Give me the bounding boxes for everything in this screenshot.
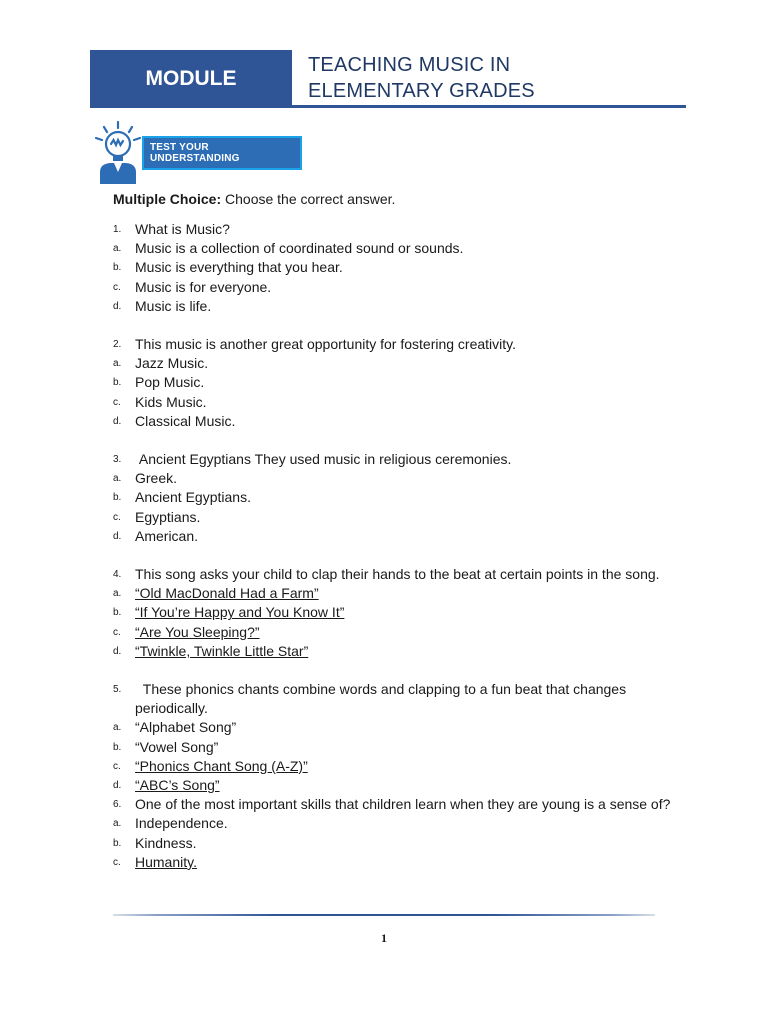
option-letter: a. xyxy=(113,588,122,600)
option-letter: d. xyxy=(113,645,122,657)
option-letter: b. xyxy=(113,607,122,619)
option-letter: b. xyxy=(113,377,122,389)
option-letter: b. xyxy=(113,262,122,274)
question-3 xyxy=(113,450,673,546)
option-letter: b. xyxy=(113,837,122,849)
option-letter: a. xyxy=(113,243,122,255)
question-text: What is Music? xyxy=(135,221,230,237)
instructions xyxy=(113,190,673,209)
option-text: Independence. xyxy=(135,815,228,832)
option-text: Music is a collection of coordinated sound or sounds. xyxy=(135,240,464,257)
badge-label: TEST YOUR UNDERSTANDING xyxy=(142,136,302,170)
question-number: 5. xyxy=(113,684,122,696)
title-line-2: ELEMENTARY GRADES xyxy=(308,80,535,102)
option-letter: c. xyxy=(113,281,121,293)
option-text: “Twinkle, Twinkle Little Star” xyxy=(135,642,309,659)
option-text: “If You’re Happy and You Know It” xyxy=(135,604,345,621)
option-letter: c. xyxy=(113,511,121,523)
question-5 xyxy=(113,680,673,795)
question-text: This music is another great opportunity for fostering creativity. xyxy=(135,336,517,353)
option-text: Classical Music. xyxy=(135,412,236,429)
option-letter: b. xyxy=(113,492,122,504)
option-letter: c. xyxy=(113,396,121,408)
question-number: 4. xyxy=(113,569,122,581)
footer-rule xyxy=(113,914,655,916)
option-letter: c. xyxy=(113,856,121,868)
option-text: Jazz Music. xyxy=(135,355,209,372)
question-2 xyxy=(113,335,673,431)
option-letter: c. xyxy=(113,626,121,638)
instructions-bold: Multiple Choice: xyxy=(113,191,222,207)
question-1 xyxy=(113,220,673,316)
option-text: Kindness. xyxy=(135,834,197,851)
option-letter: a. xyxy=(113,473,122,485)
option-text: “Are You Sleeping?” xyxy=(135,623,260,640)
option-letter: d. xyxy=(113,300,122,312)
option-text: Egyptians. xyxy=(135,508,201,525)
option-text: Music is everything that you hear. xyxy=(135,259,343,276)
option-letter: a. xyxy=(113,358,122,370)
option-text: “ABC’s Song” xyxy=(135,777,220,794)
question-text: Ancient Egyptians They used music in religious ceremonies. xyxy=(135,451,512,468)
option-text: “Phonics Chant Song (A-Z)” xyxy=(135,757,308,774)
option-text: Music is for everyone. xyxy=(135,278,272,295)
question-text: One of the most important skills that children learn when they are young is a sense of? xyxy=(135,796,671,813)
option-letter: a. xyxy=(113,722,122,734)
question-text: These phonics chants combine words and clapping to a fun beat that changes periodically. xyxy=(135,681,630,717)
option-letter: d. xyxy=(113,415,122,427)
option-text: Humanity. xyxy=(135,853,197,870)
option-text: American. xyxy=(135,527,199,544)
option-letter: c. xyxy=(113,760,121,772)
page-number: 1 xyxy=(381,931,387,945)
option-text: Kids Music. xyxy=(135,393,207,410)
module-header xyxy=(90,50,686,109)
option-text: Pop Music. xyxy=(135,374,205,391)
question-text: This song asks your child to clap their hands to the beat at certain points in the song. xyxy=(135,566,660,583)
option-letter: a. xyxy=(113,818,122,830)
option-text: Music is life. xyxy=(135,297,212,314)
option-text: “Alphabet Song” xyxy=(135,719,237,736)
instructions-text: Choose the correct answer. xyxy=(221,191,396,207)
question-6 xyxy=(113,795,673,872)
question-list xyxy=(113,190,673,872)
option-text: Greek. xyxy=(135,470,178,487)
option-letter: b. xyxy=(113,741,122,753)
header-rule xyxy=(292,105,686,108)
option-text: “Old MacDonald Had a Farm” xyxy=(135,585,319,602)
test-badge xyxy=(92,120,304,184)
question-number: 1. xyxy=(113,224,122,235)
question-number: 2. xyxy=(113,339,122,351)
question-number: 6. xyxy=(113,799,122,811)
option-letter: d. xyxy=(113,780,122,792)
question-4 xyxy=(113,565,673,661)
option-text: “Vowel Song” xyxy=(135,738,219,755)
option-letter: d. xyxy=(113,530,122,542)
title-line-1: TEACHING MUSIC IN xyxy=(308,54,511,76)
lightbulb-person-icon xyxy=(92,120,144,184)
module-label: MODULE xyxy=(90,50,292,108)
question-number: 3. xyxy=(113,454,122,466)
option-text: Ancient Egyptians. xyxy=(135,489,251,506)
page-title xyxy=(308,52,535,104)
